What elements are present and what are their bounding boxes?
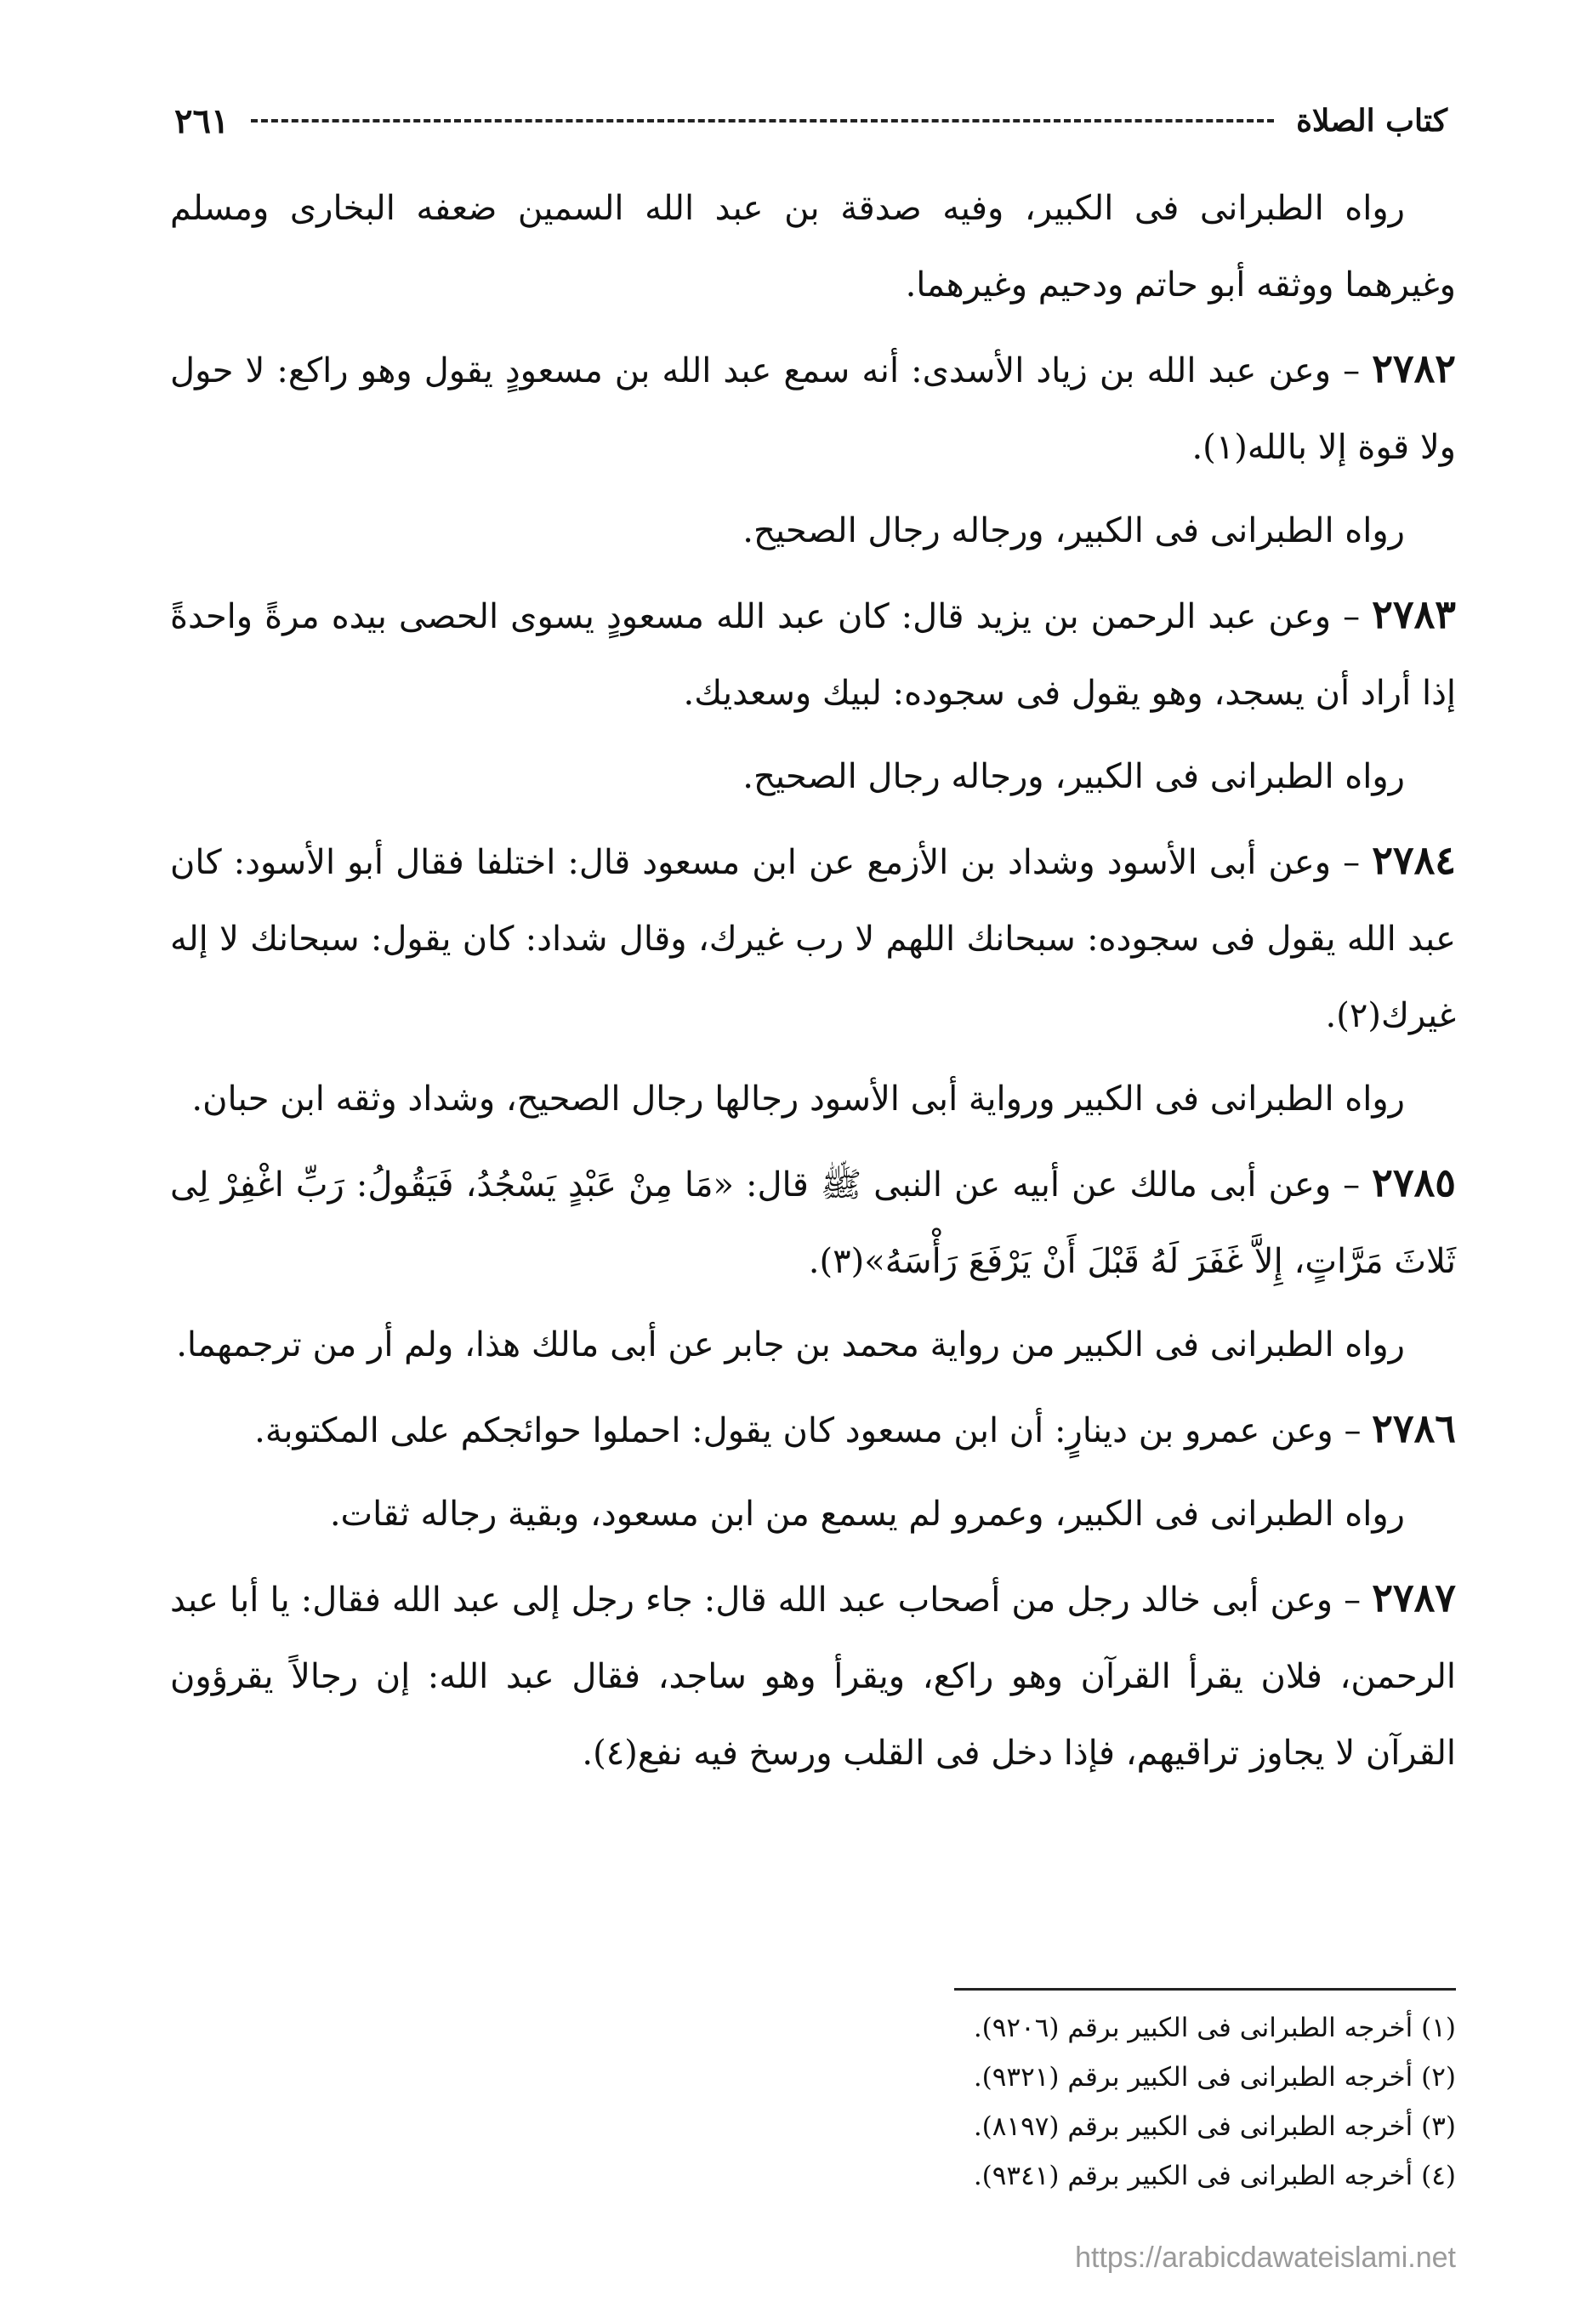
hadith-paragraph (170, 576, 1456, 732)
footnotes (170, 2003, 1456, 2201)
commentary-paragraph (170, 1307, 1456, 1383)
paragraph-text: – وعن أبى الأسود وشداد بن الأزمع عن ابن مسعود قال: اختلفا فقال أبو الأسود: كان عبد الله يقول فى سجوده: سبحانك اللهم لا رب غيرك، وقال شداد: كان يقول: سبحانك لا إله غيرك(٢). (170, 843, 1456, 1035)
hadith-paragraph (170, 1144, 1456, 1300)
paragraph-text: رواه الطبرانى فى الكبير من رواية محمد بن جابر عن أبى مالك هذا، ولم أر من ترجمهما. (176, 1325, 1405, 1364)
paragraph-text: رواه الطبرانى فى الكبير، ورجاله رجال الصحيح. (742, 757, 1405, 796)
paragraph-text: رواه الطبرانى فى الكبير، ورجاله رجال الصحيح. (742, 511, 1405, 550)
hadith-number: ٢٧٨٤ (1372, 837, 1457, 883)
hadith-number: ٢٧٨٢ (1372, 345, 1457, 391)
hadith-paragraph (170, 330, 1456, 486)
hadith-paragraph (170, 1559, 1456, 1791)
footnote: (٢) أخرجه الطبرانى فى الكبير برقم (٩٣٢١). (973, 2062, 1456, 2093)
watermark-url: https://arabicdawateislami.net (1075, 2241, 1456, 2274)
hadith-number: ٢٧٨٥ (1372, 1159, 1456, 1205)
hadith-paragraph (170, 1390, 1456, 1469)
page-header (174, 95, 1447, 146)
commentary-paragraph (170, 170, 1456, 323)
paragraph-text: – وعن عمرو بن دينارٍ: أن ابن مسعود كان يقول: احملوا حوائجكم على المكتوبة. (254, 1411, 1362, 1450)
footnote: (١) أخرجه الطبرانى فى الكبير برقم (٩٢٠٦). (973, 2013, 1456, 2043)
footnote: (٣) أخرجه الطبرانى فى الكبير برقم (٨١٩٧). (973, 2111, 1456, 2142)
commentary-paragraph (170, 1476, 1456, 1552)
page-number: ٢٦١ (174, 100, 230, 141)
paragraph-text: – وعن أبى مالك عن أبيه عن النبى ﷺ قال: «مَا مِنْ عَبْدٍ يَسْجُدُ، فَيَقُولُ: رَبِّ اغْفِرْ لِى ثَلاثَ مَرَّاتٍ، إِلاَّ غَفَرَ لَهُ قَبْلَ أَنْ يَرْفَعَ رَأْسَهُ»(٣). (170, 1165, 1456, 1281)
hadith-number: ٢٧٨٧ (1372, 1575, 1457, 1621)
footnote-separator (954, 1988, 1456, 1991)
paragraph-text: – وعن عبد الرحمن بن يزيد قال: كان عبد الله مسعودٍ يسوى الحصى بيده مرةً واحدةً إذا أراد أن يسجد، وهو يقول فى سجوده: لبيك وسعديك. (170, 597, 1456, 713)
footnote: (٤) أخرجه الطبرانى فى الكبير برقم (٩٣٤١). (973, 2161, 1456, 2191)
paragraph-text: رواه الطبرانى فى الكبير، وعمرو لم يسمع من ابن مسعود، وبقية رجاله ثقات. (329, 1495, 1405, 1534)
running-title: كتاب الصلاة (1296, 103, 1447, 139)
main-text (170, 170, 1456, 1798)
paragraph-text: – وعن أبى خالد رجل من أصحاب عبد الله قال: جاء رجل إلى عبد الله فقال: يا أبا عبد الرحمن، فلان يقرأ القرآن وهو راكع، ويقرأ وهو ساجد، فقال عبد الله: إن رجالاً يقرؤون القرآن لا يجاوز تراقيهم، فإذا دخل فى القلب ورسخ فيه نفع(٤). (170, 1581, 1456, 1773)
header-dashed-rule (251, 119, 1274, 122)
commentary-paragraph (170, 1061, 1456, 1137)
commentary-paragraph (170, 738, 1456, 815)
paragraph-text: رواه الطبرانى فى الكبير، وفيه صدقة بن عبد الله السمين ضعفه البخارى ومسلم وغيرهما ووثقه أبو حاتم ودحيم وغيرهما. (170, 189, 1456, 305)
hadith-number: ٢٧٨٣ (1372, 591, 1456, 637)
hadith-paragraph (170, 822, 1456, 1054)
paragraph-text: – وعن عبد الله بن زياد الأسدى: أنه سمع عبد الله بن مسعودٍ يقول وهو راكع: لا حول ولا قوة إلا بالله(١). (170, 351, 1456, 467)
paragraph-text: رواه الطبرانى فى الكبير ورواية أبى الأسود رجالها رجال الصحيح، وشداد وثقه ابن حبان. (191, 1079, 1405, 1119)
commentary-paragraph (170, 493, 1456, 569)
hadith-number: ٢٧٨٦ (1372, 1405, 1456, 1451)
